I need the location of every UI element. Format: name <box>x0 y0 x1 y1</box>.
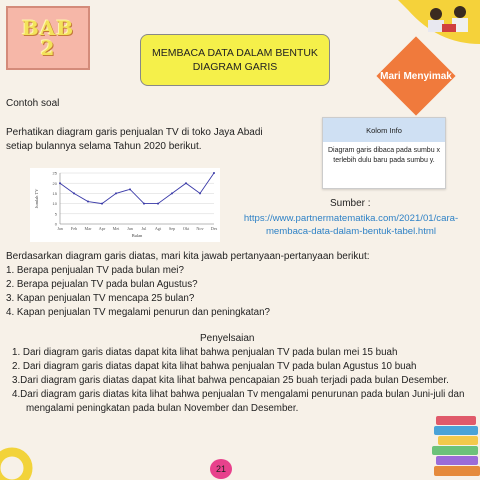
data-point <box>129 188 131 190</box>
y-axis-label: Jumlah TV <box>34 188 39 209</box>
answer-item: 4.Dari diagram garis diatas kita lihat bahwa penjualan Tv mengalami penurunan pada bulan Juni-juli dan mengalami peningkatan pada bulan November dan Desember. <box>12 389 465 414</box>
data-point <box>115 192 117 194</box>
data-point <box>73 192 75 194</box>
x-tick-label: Sep <box>168 226 176 231</box>
y-tick-label: 25 <box>52 170 57 176</box>
solution-heading: Penyelsaian <box>200 333 255 344</box>
books-stack-icon <box>432 410 480 480</box>
y-tick-label: 15 <box>52 191 57 196</box>
question-list <box>6 264 270 320</box>
problem-intro: Perhatikan diagram garis penjualan TV di toko Jaya Abadi setiap bulannya selama Tahun 2020 berikut. <box>6 127 263 152</box>
question-item: 1. Berapa penjualan TV pada bulan mei? <box>6 265 184 276</box>
x-tick-label: Okt <box>182 226 190 231</box>
x-tick-label: Jan <box>57 226 63 231</box>
x-tick-label: Mei <box>112 226 120 231</box>
data-point <box>213 172 215 174</box>
info-box <box>322 117 446 189</box>
question-item: 2. Berapa pejualan TV pada bulan Agustus? <box>6 279 198 290</box>
section-label: Contoh soal <box>6 98 60 109</box>
x-axis-label: Bulan <box>131 233 143 238</box>
x-tick-label: Apr <box>98 226 106 231</box>
data-point <box>143 203 145 205</box>
answer-list <box>12 346 480 416</box>
x-tick-label: Jul <box>141 226 147 231</box>
chapter-badge <box>6 6 90 70</box>
answer-item: 2. Dari diagram garis diatas dapat kita lihat bahwa penjualan TV pada bulan Agustus 10 buah <box>12 361 417 372</box>
info-box-title: Kolom Info <box>323 118 445 142</box>
data-point <box>101 203 103 205</box>
chapter-number: 2 <box>40 36 56 60</box>
question-item: 4. Kapan penjualan TV megalami penurun dan peningkatan? <box>6 307 270 318</box>
data-point <box>59 182 61 184</box>
x-tick-label: Nov <box>196 226 204 231</box>
x-tick-label: Mar <box>84 226 92 231</box>
y-tick-label: 5 <box>54 211 57 217</box>
data-point <box>185 182 187 184</box>
data-point <box>157 203 159 205</box>
question-item: 3. Kapan penjualan TV mencapa 25 bulan? <box>6 293 195 304</box>
page-number: 21 <box>210 459 232 479</box>
x-tick-label: Agt <box>154 226 162 231</box>
activity-badge-label: Mari Menyimak <box>380 70 452 82</box>
page-title: MEMBACA DATA DALAM BENTUK DIAGRAM GARIS <box>140 34 330 86</box>
activity-badge <box>376 36 456 116</box>
questions-intro: Berdasarkan diagram garis diatas, mari kita jawab pertanyaan-pertanyaan berikut: <box>6 251 370 262</box>
y-tick-label: 10 <box>52 201 57 207</box>
data-point <box>199 192 201 194</box>
x-tick-label: Feb <box>70 226 78 231</box>
info-box-text: Diagram garis dibaca pada sumbu x terlebih dulu baru pada sumbu y. <box>327 147 441 164</box>
data-point <box>87 201 89 203</box>
data-point <box>171 192 173 194</box>
y-tick-label: 20 <box>52 180 57 186</box>
x-tick-label: Jun <box>127 226 133 231</box>
data-line <box>60 173 214 204</box>
answer-item: 1. Dari diagram garis diatas dapat kita lihat bahwa penjualan TV pada bulan mei 15 buah <box>12 347 398 358</box>
y-tick-label: 0 <box>54 221 57 227</box>
chapter-label: BAB <box>21 16 75 40</box>
ring-decoration <box>0 438 40 480</box>
x-tick-label: Des <box>210 226 218 231</box>
line-chart <box>30 168 220 242</box>
answer-item: 3.Dari diagram garis diatas dapat kita lihat bahwa pencapaian 25 buah terjadi pada bulan Desember. <box>12 375 449 386</box>
source-label: Sumber : <box>330 198 371 209</box>
source-link[interactable]: https://www.partnermatematika.com/2021/01/cara-membaca-data-dalam-bentuk-tabel.html <box>243 213 459 237</box>
